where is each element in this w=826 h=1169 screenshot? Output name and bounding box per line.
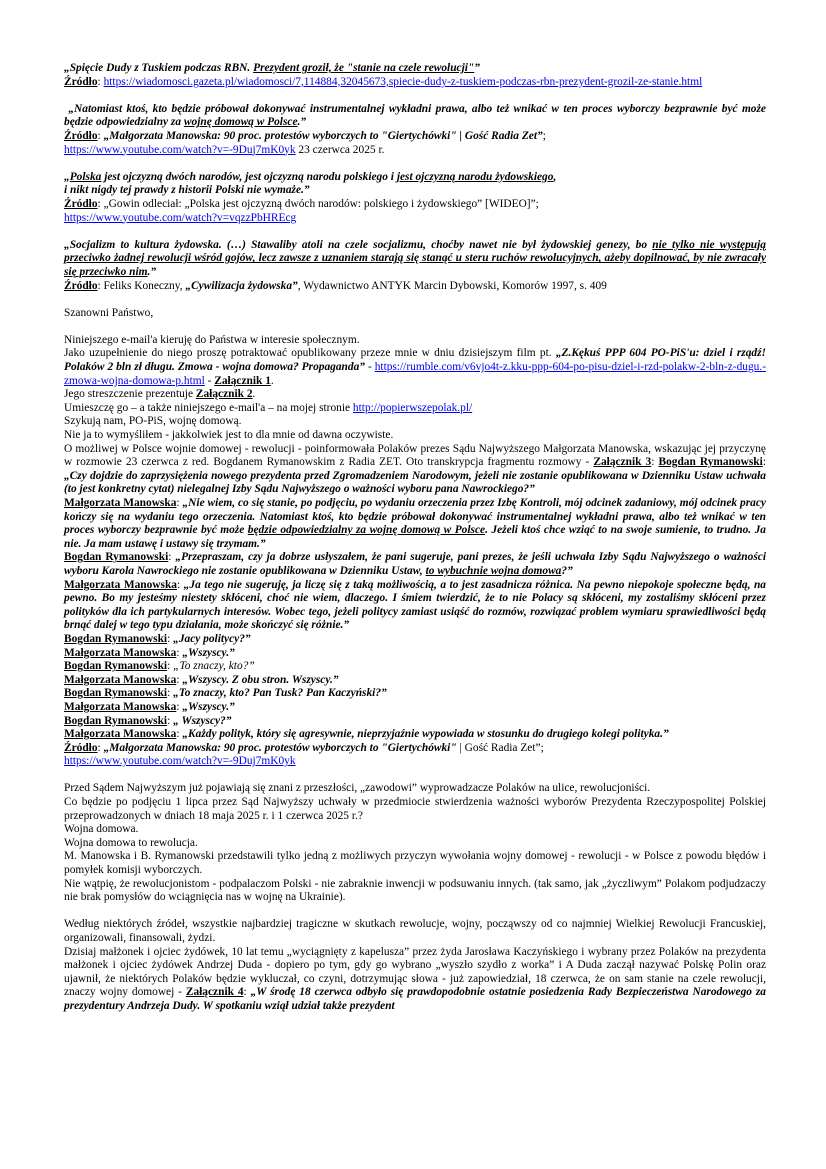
document-paragraph bbox=[64, 103, 766, 130]
text-run: Małgorzata Manowska bbox=[64, 646, 177, 659]
text-run: Przed Sądem Najwyższym już pojawiają się znani z przeszłości, „zawodowi” wyprowadzacze Polaków na ulice, rewolucjoniści. bbox=[64, 782, 651, 795]
text-run: „Ja tego nie sugeruję, ja liczę się z taką możliwością, a to jest zasadnicza różnica. Na pewno niepokoje społeczne będą, na pewno. Bo my jesteśmy niestety skłóceni, choć nie wiem, dlaczego. I śmiem twierdzić, że to nie Polacy są skłóceni, my zostaliśmy skłóceni przez polityków dla ich partykularnych interesów. Wobec tego, jeżeli politycy zamiast usiąść do rozmów, rozwiązać problem wymiaru sprawiedliwości będą brnąć dalej w tego typu działania, może skończyć się różnie.” bbox=[64, 578, 766, 632]
text-run: Wojna domowa to rewolucja. bbox=[64, 836, 198, 849]
blank-line bbox=[64, 905, 766, 919]
text-run: : bbox=[176, 646, 183, 659]
text-run: 23 czerwca 2025 r. bbox=[295, 143, 385, 156]
text-run: Szykują nam, PO-PiS, wojnę domową. bbox=[64, 415, 242, 428]
text-run: „Czy dojdzie do zaprzysiężenia nowego prezydenta przed Zgromadzeniem Narodowym, jeżeli nie zostanie opublikowana w Dzienniku Ustaw uchwała (to jest konkretny cytat) nielegalnej Izby Sądu Najwyższego o ważności wyboru pana Nawrockiego?” bbox=[64, 469, 766, 496]
document-paragraph bbox=[64, 782, 766, 796]
text-run: . bbox=[270, 374, 274, 387]
text-run: : bbox=[167, 714, 174, 727]
text-run: Bogdan Rymanowski bbox=[64, 551, 169, 564]
text-run: Niniejszego e-mail'a kieruję do Państwa w interesie społecznym. bbox=[64, 333, 360, 346]
text-run: Małgorzata Manowska bbox=[64, 673, 177, 686]
hyperlink[interactable]: https://www.youtube.com/watch?v=-9Duj7mK0yk bbox=[64, 143, 296, 156]
document-paragraph bbox=[64, 212, 766, 226]
text-run: Szanowni Państwo, bbox=[64, 306, 154, 319]
text-run: jest ojczyzną narodu żydowskiego bbox=[396, 170, 554, 183]
text-run: to wybuchnie wojna domowa bbox=[425, 564, 562, 577]
text-run: Załącznik 2 bbox=[195, 388, 253, 401]
text-run: : bbox=[762, 456, 766, 469]
text-run: : bbox=[167, 632, 174, 645]
document-paragraph bbox=[64, 429, 766, 443]
text-run: . bbox=[252, 388, 256, 401]
text-run: Załącznik 1 bbox=[214, 374, 271, 387]
document-paragraph bbox=[64, 144, 766, 158]
text-run: . Jeżeli ktoś chce wziąć to na swoje sumienie, to trudno. Ja nie. Ja mam ustawę i ustawy się trzymam.” bbox=[64, 524, 766, 550]
text-run: : bbox=[167, 687, 174, 700]
document-paragraph bbox=[64, 674, 766, 688]
document-paragraph bbox=[64, 796, 766, 823]
text-run: Nie ja to wymyśliłem - jakkolwiek jest to dla mnie od dawna oczywiste. bbox=[64, 429, 394, 442]
hyperlink[interactable]: https://wiadomosci.gazeta.pl/wiadomosci/7,114884,32045673,spiecie-dudy-z-tuskiem-podczas-rbn-prezydent-grozil-ze-stanie.html bbox=[103, 75, 703, 88]
text-run: Polska bbox=[69, 170, 102, 183]
blank-line bbox=[64, 157, 766, 171]
text-run: „To znaczy, kto?” bbox=[173, 660, 255, 673]
text-run: „Socjalizm to kultura żydowska. (…) Stawaliby atoli na czele socjalizmu, choćby nawet nie był żydowskiej genezy, bo bbox=[64, 238, 653, 251]
text-run: „Małgorzata Manowska: 90 proc. protestów wyborczych to "Giertychówki" | Gość Radia Zet” bbox=[103, 129, 543, 142]
document-paragraph bbox=[64, 823, 766, 837]
hyperlink[interactable]: https://www.youtube.com/watch?v=-9Duj7mK0yk bbox=[64, 755, 296, 768]
text-run: Prezydent groził, że "stanie na czele rewolucji" bbox=[253, 62, 475, 74]
text-run: M. Manowska i B. Rymanowski przedstawili tylko jedną z możliwych przyczyn wywołania wojny domowej - rewolucji - w Polsce z powodu błędów i pomyłek komisji wyborczych. bbox=[64, 850, 766, 877]
document-paragraph bbox=[64, 415, 766, 429]
text-run: ” bbox=[474, 62, 480, 74]
text-run: Źródło bbox=[64, 197, 98, 210]
text-run: Bogdan Rymanowski bbox=[64, 687, 168, 700]
text-run: „ bbox=[64, 170, 70, 183]
document-content bbox=[64, 62, 766, 1014]
document-paragraph bbox=[64, 497, 766, 551]
text-run: Dzisiaj małżonek i ojciec żydówek, 10 lat temu „wyciągnięty z kapelusza” przez żyda Jarosława Kaczyńskiego i wybrany przez Polaków na prezydenta małżonek i ojciec żydówek Andrzej Duda - dopiero po tym, gdy go wybrano „wyszło szydło z worka” i A Duda zaczął nazywać Polskę Polin oraz ujawnił, że niektórych Polaków będzie wykluczał, co czyni, dotrzymując słowa - już zapowiedział, 18 czerwca, że on sam stanie na czele rewolucji, znaczy wojny domowej - bbox=[64, 945, 766, 999]
document-paragraph bbox=[64, 946, 766, 1014]
document-paragraph bbox=[64, 307, 766, 321]
blank-line bbox=[64, 225, 766, 239]
text-run: Małgorzata Manowska bbox=[64, 728, 177, 741]
document-paragraph bbox=[64, 443, 766, 497]
text-run: „Każdy polityk, który się agresywnie, nieprzyjaźnie wypowiada w stosunku do drugiego kolegi polityka.” bbox=[182, 728, 669, 741]
text-run: Jego streszczenie prezentuje bbox=[64, 388, 196, 401]
text-run: Źródło bbox=[64, 279, 98, 292]
text-run: Bogdan Rymanowski bbox=[64, 660, 168, 673]
text-run: będzie odpowiedzialny za wojnę domową w Polsce bbox=[247, 524, 486, 537]
text-run: : Feliks Koneczny, bbox=[97, 279, 186, 292]
document-paragraph bbox=[64, 701, 766, 715]
document-paragraph bbox=[64, 334, 766, 348]
text-run: : bbox=[176, 728, 183, 741]
text-run: | Gość Radia Zet”; bbox=[459, 741, 544, 754]
document-paragraph bbox=[64, 198, 766, 212]
hyperlink[interactable]: http://popierwszepolak.pl/ bbox=[352, 401, 473, 414]
text-run: .” bbox=[297, 116, 307, 129]
text-run: : bbox=[167, 660, 174, 673]
hyperlink[interactable]: https://rumble.com/v6vjo4t-z.kku-ppp-604-po-pisu-dziel-i-rzd-polakw-2-bln-z-dugu.-zmowa-wojna-domowa-p.html bbox=[64, 361, 767, 387]
document-paragraph bbox=[64, 918, 766, 945]
text-run: : bbox=[243, 986, 251, 999]
document-paragraph bbox=[64, 347, 766, 388]
text-run: Nie wątpię, że rewolucjonistom - podpalaczom Polski - nie zabraknie inwencji w podsuwaniu innych. (tak samo, jak „życzliwym” Polakom podjudzaczy nie brak pomysłów do wciągnięcia nas w wojnę na Ukrainie). bbox=[64, 877, 766, 904]
document-paragraph bbox=[64, 728, 766, 742]
hyperlink[interactable]: https://www.youtube.com/watch?v=vqzzPbHREcg bbox=[64, 211, 297, 224]
text-run: Bogdan Rymanowski bbox=[64, 714, 168, 727]
document-paragraph bbox=[64, 76, 766, 90]
document-paragraph bbox=[64, 280, 766, 294]
text-run: „Spięcie Dudy z Tuskiem podczas RBN. bbox=[64, 62, 254, 74]
text-run: Umieszczę go – a także niniejszego e-mail'a – na mojej stronie bbox=[64, 401, 353, 414]
text-run: : bbox=[97, 129, 104, 142]
text-run: Załącznik 3 bbox=[593, 456, 652, 469]
document-paragraph bbox=[64, 171, 766, 185]
text-run: i nikt nigdy tej prawdy z historii Polski nie wymaże.” bbox=[64, 184, 310, 197]
document-paragraph bbox=[64, 62, 766, 76]
blank-line bbox=[64, 293, 766, 307]
document-paragraph bbox=[64, 742, 766, 756]
text-run: „W środę 18 czerwca odbyło się prawdopodobnie ostatnie posiedzenia Rady Bezpieczeństwa Narodowego za prezydentury Andrzeja Dudy. W spotkaniu wziął udział także prezydent bbox=[64, 986, 766, 1012]
text-run: „To znaczy, kto? Pan Tusk? Pan Kaczyński?” bbox=[173, 687, 387, 700]
text-run: „Wszyscy.” bbox=[182, 700, 235, 713]
text-run: , Wydawnictwo ANTYK Marcin Dybowski, Komorów 1997, s. 409 bbox=[297, 279, 607, 292]
text-run: : „Gowin odleciał: „Polska jest ojczyzną dwóch narodów: polskiego i żydowskiego” [WIDEO]”; bbox=[97, 197, 539, 210]
document-paragraph bbox=[64, 633, 766, 647]
text-run: „Z.Kękuś PPP 604 PO-PiS'u: dziel i rządź! Polaków 2 bln zł długu. Zmowa - wojna domowa? Propaganda” bbox=[64, 347, 766, 374]
document-paragraph bbox=[64, 402, 766, 416]
document-paragraph bbox=[64, 837, 766, 851]
text-run: „Natomiast ktoś, kto będzie próbował dokonywać instrumentalnej wykładni prawa, albo też wnikać w ten proces wyborczy bezprawnie być może będzie odpowiedzialny za bbox=[64, 102, 766, 129]
document-paragraph bbox=[64, 388, 766, 402]
text-run: - bbox=[364, 361, 375, 374]
text-run: „Wszyscy.” bbox=[182, 646, 235, 659]
text-run: Załącznik 4 bbox=[185, 986, 244, 999]
text-run: Źródło bbox=[64, 129, 98, 142]
blank-line bbox=[64, 89, 766, 103]
text-run: : bbox=[176, 578, 184, 591]
text-run: : bbox=[176, 497, 183, 509]
text-run: O możliwej w Polsce wojnie domowej - rewolucji - poinformowała Polaków prezes Sądu Najwyższego Małgorzata Manowska, wskazując jej przyczynę w rozmowie 23 czerwca z red. Bogdanem Rymanowskim z Radia ZET. Oto transkrypcja fragmentu rozmowy - bbox=[64, 442, 766, 469]
text-run: Jako uzupełnienie do niego proszę potraktować opublikowany przeze mnie w dniu dzisiejszym film pt. bbox=[64, 347, 556, 360]
document-paragraph bbox=[64, 878, 766, 905]
text-run: - bbox=[204, 374, 215, 387]
text-run: Małgorzata Manowska bbox=[64, 578, 177, 591]
text-run: : bbox=[97, 741, 104, 754]
text-run: ; bbox=[542, 129, 546, 142]
document-paragraph bbox=[64, 130, 766, 144]
document-paragraph bbox=[64, 660, 766, 674]
document-paragraph bbox=[64, 687, 766, 701]
text-run: Bogdan Rymanowski bbox=[64, 632, 168, 645]
text-run: : bbox=[176, 673, 183, 686]
text-run: , bbox=[553, 170, 557, 183]
text-run: ?” bbox=[561, 564, 573, 577]
text-run: : bbox=[176, 700, 183, 713]
text-run: „Jacy politycy?” bbox=[173, 632, 251, 645]
text-run: „ Wszyscy?” bbox=[173, 714, 232, 727]
document-paragraph bbox=[64, 579, 766, 633]
blank-line bbox=[64, 769, 766, 783]
document-paragraph bbox=[64, 647, 766, 661]
document-paragraph bbox=[64, 184, 766, 198]
text-run: wojnę domową w Polsce bbox=[183, 116, 298, 129]
text-run: Małgorzata Manowska bbox=[64, 700, 177, 713]
blank-line bbox=[64, 320, 766, 334]
text-run: .” bbox=[147, 265, 157, 278]
text-run: Co będzie po podjęciu 1 lipca przez Sąd Najwyższy uchwały w przedmiocie stwierdzenia ważności wyborów Prezydenta Rzeczypospolitej Polskiej przeprowadzonych w dniach 18 maja 2025 r. i 1 czerwca 2025 r.? bbox=[64, 796, 766, 822]
document-paragraph bbox=[64, 551, 766, 578]
text-run: Źródło bbox=[64, 75, 98, 88]
text-run: : bbox=[97, 75, 104, 88]
text-run: jest ojczyzną dwóch narodów, jest ojczyzną narodu polskiego i bbox=[101, 170, 397, 183]
text-run: Bogdan Rymanowski bbox=[658, 456, 763, 469]
text-run: „Nie wiem, co się stanie, po podjęciu, po wydaniu orzeczenia przez Izbę Kontroli, mój odcinek zadaniowy, mój odcinek pracy kończy się na wydaniu tego orzeczenia. Natomiast ktoś, kto będzie próbował dokonywać instrumentalnej wykładni prawa, albo też wnikać w ten proces wyborczy bezprawnie być może bbox=[64, 497, 766, 537]
text-run: „Przepraszam, czy ja dobrze usłyszałem, że pani sugeruje, pani prezes, że jeśli uchwała Izby Sądu Najwyższego o ważności wyboru Karola Nawrockiego nie zostanie opublikowana w Dzienniku Ustaw, bbox=[64, 551, 766, 577]
text-run: Małgorzata Manowska bbox=[64, 497, 177, 509]
text-run: Według niektórych źródeł, wszystkie najbardziej tragiczne w skutkach rewolucje, wojny, począwszy od co najmniej Wielkiej Rewolucji Francuskiej, organizowali, finansowali, żydzi. bbox=[64, 918, 766, 944]
document-paragraph bbox=[64, 755, 766, 769]
text-run: Wojna domowa. bbox=[64, 823, 139, 836]
text-run: „Małgorzata Manowska: 90 proc. protestów wyborczych to "Giertychówki" bbox=[103, 741, 460, 754]
text-run: „Wszyscy. Z obu stron. Wszyscy.” bbox=[182, 673, 339, 686]
text-run: : bbox=[168, 551, 176, 564]
document-paragraph bbox=[64, 239, 766, 280]
text-run: nie tylko nie występują przeciwko żadnej rewolucji wśród gojów, lecz zawsze z uznaniem starają się stanąć u steru ruchów rewolucyjnych, ażeby dopilnować, by nie zwracały się przeciwko nim bbox=[64, 238, 766, 278]
document-paragraph bbox=[64, 850, 766, 877]
text-run: : bbox=[651, 456, 659, 469]
text-run: „Cywilizacja żydowska” bbox=[185, 279, 298, 292]
text-run: Źródło bbox=[64, 741, 98, 754]
document-paragraph bbox=[64, 715, 766, 729]
